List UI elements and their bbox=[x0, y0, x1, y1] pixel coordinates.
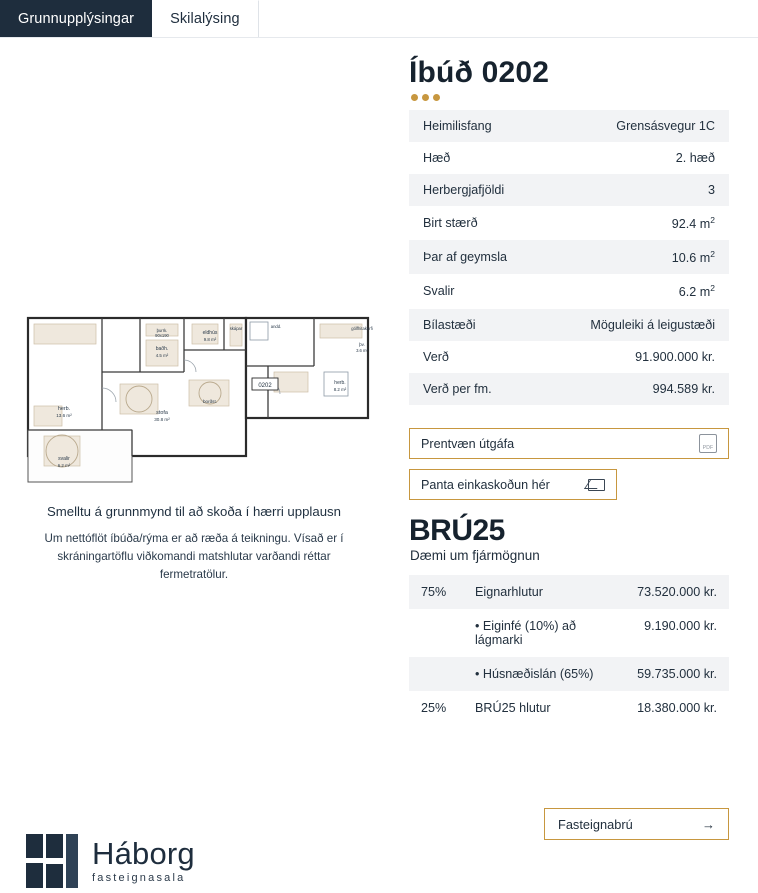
dot bbox=[422, 94, 429, 101]
logo-tagline: fasteignasala bbox=[92, 872, 186, 884]
haborg-logo-icon bbox=[26, 834, 78, 888]
spec-label: Verð bbox=[423, 349, 449, 364]
svg-text:30.8 m²: 30.8 m² bbox=[154, 417, 170, 422]
spec-value: 3 bbox=[544, 174, 729, 206]
svg-text:3.6 m²: 3.6 m² bbox=[356, 348, 368, 353]
table-row bbox=[409, 274, 729, 308]
spec-label: Herbergjafjöldi bbox=[409, 174, 544, 206]
specs-table bbox=[409, 110, 729, 405]
financing-label: • Eiginfé (10%) að lágmarki bbox=[475, 619, 577, 647]
table-row bbox=[409, 142, 729, 174]
financing-table bbox=[409, 575, 729, 725]
financing-pct: 75% bbox=[409, 575, 463, 609]
tab-grunnupplysingar[interactable] bbox=[0, 0, 152, 37]
tab-label: Skilalýsing bbox=[170, 11, 240, 27]
arrow-right-icon: → bbox=[702, 816, 715, 832]
table-row bbox=[409, 206, 729, 240]
tab-skilalysing[interactable] bbox=[152, 0, 259, 37]
svg-text:stofa: stofa bbox=[156, 410, 168, 416]
details-column bbox=[386, 38, 758, 867]
mail-icon bbox=[588, 479, 605, 491]
svg-text:borðst.: borðst. bbox=[202, 399, 218, 404]
svg-text:herb.: herb. bbox=[57, 406, 71, 412]
table-row bbox=[409, 240, 729, 274]
tab-label: Grunnupplýsingar bbox=[18, 10, 135, 27]
order-private-viewing-button[interactable] bbox=[409, 469, 617, 500]
financing-amount: 9.190.000 kr. bbox=[644, 619, 717, 633]
svg-text:skápar: skápar bbox=[229, 326, 243, 331]
table-row bbox=[409, 575, 729, 609]
floorplan-column bbox=[0, 38, 386, 884]
svg-text:andd.: andd. bbox=[270, 324, 282, 329]
financing-amount: 73.520.000 kr. bbox=[625, 575, 729, 609]
svg-text:4.5 m²: 4.5 m² bbox=[155, 353, 169, 358]
spec-label: Svalir bbox=[423, 284, 455, 299]
fasteignabru-button[interactable] bbox=[544, 808, 729, 840]
spec-value: 6.2 $m^2$ bbox=[678, 283, 715, 300]
table-row bbox=[409, 110, 729, 142]
spec-label: Birt stærð bbox=[423, 216, 478, 231]
spec-value: 92.4 $m^2$ bbox=[671, 215, 715, 232]
floorplan-note: Um nettóflöt íbúða/rýma er að ræða á teikningu. Vísað er í skráningartöflu viðkomandi matshlutar varðandi réttar fermetratölur. bbox=[44, 532, 344, 581]
svg-text:0202: 0202 bbox=[258, 383, 272, 389]
svg-text:baðh.: baðh. bbox=[155, 346, 169, 352]
svg-text:gólfhitakerfi: gólfhitakerfi bbox=[351, 326, 373, 331]
financing-logo: BRÚ25 bbox=[409, 514, 505, 547]
svg-text:8.2 m²: 8.2 m² bbox=[333, 387, 347, 392]
financing-amount: 18.380.000 kr. bbox=[637, 701, 717, 715]
table-row bbox=[409, 373, 729, 405]
svg-text:9.8 m²: 9.8 m² bbox=[203, 337, 217, 342]
financing-pct bbox=[409, 657, 463, 691]
accent-dots bbox=[411, 94, 440, 101]
financing-label: Eignarhlutur bbox=[463, 575, 625, 609]
tab-bar bbox=[0, 0, 259, 37]
floorplan-caption: Smelltu á grunnmynd til að skoða í hærri upplausn bbox=[47, 504, 341, 519]
svg-text:13.6 m²: 13.6 m² bbox=[56, 413, 72, 418]
table-row bbox=[409, 657, 729, 691]
spec-label: Verð per fm. bbox=[409, 373, 544, 405]
svg-text:herb.: herb. bbox=[334, 380, 346, 386]
fasteignabru-label: Fasteignabrú bbox=[558, 816, 633, 832]
svg-text:eldhús: eldhús bbox=[202, 330, 218, 336]
dot bbox=[411, 94, 418, 101]
svg-text:þurrk.: þurrk. bbox=[156, 328, 168, 333]
table-row bbox=[409, 309, 729, 341]
spec-value: 994.589 kr. bbox=[544, 373, 729, 405]
spec-label: Hæð bbox=[423, 151, 451, 165]
spec-value: 91.900.000 kr. bbox=[635, 349, 715, 364]
spec-value: Möguleiki á leigustæði bbox=[544, 309, 729, 341]
dot bbox=[433, 94, 440, 101]
financing-amount: 59.735.000 kr. bbox=[625, 657, 729, 691]
table-row bbox=[409, 609, 729, 657]
spec-label: Bílastæði bbox=[409, 309, 544, 341]
spec-label: Þar af geymsla bbox=[409, 240, 544, 274]
order-private-viewing-label: Panta einkaskoðun hér bbox=[421, 477, 550, 492]
table-row bbox=[409, 174, 729, 206]
spec-value: 10.6 $m^2$ bbox=[544, 240, 729, 274]
logo-name: Háborg bbox=[92, 836, 195, 871]
financing-subtitle: Dæmi um fjármögnun bbox=[410, 548, 540, 563]
company-logo[interactable] bbox=[26, 834, 195, 888]
financing-label: • Húsnæðislán (65%) bbox=[463, 657, 625, 691]
svg-text:svalir: svalir bbox=[58, 456, 70, 462]
pdf-icon: PDF bbox=[699, 434, 717, 453]
svg-text:6.2 m²: 6.2 m² bbox=[57, 463, 71, 468]
svg-text:90x190: 90x190 bbox=[155, 333, 169, 338]
print-version-button[interactable] bbox=[409, 428, 729, 459]
spec-value: 2. hæð bbox=[675, 151, 715, 165]
financing-pct: 25% bbox=[421, 701, 447, 715]
floorplan-image[interactable] bbox=[24, 310, 372, 490]
print-version-label: Prentvæn útgáfa bbox=[421, 436, 515, 451]
table-row bbox=[409, 341, 729, 373]
spec-label: Heimilisfang bbox=[409, 110, 544, 142]
page-title: Íbúð 0202 bbox=[409, 56, 550, 89]
table-row bbox=[409, 691, 729, 725]
financing-pct bbox=[409, 609, 463, 657]
svg-text:þv.: þv. bbox=[359, 342, 365, 347]
spec-value: Grensásvegur 1C bbox=[544, 110, 729, 142]
financing-label: BRÚ25 hlutur bbox=[475, 701, 551, 715]
